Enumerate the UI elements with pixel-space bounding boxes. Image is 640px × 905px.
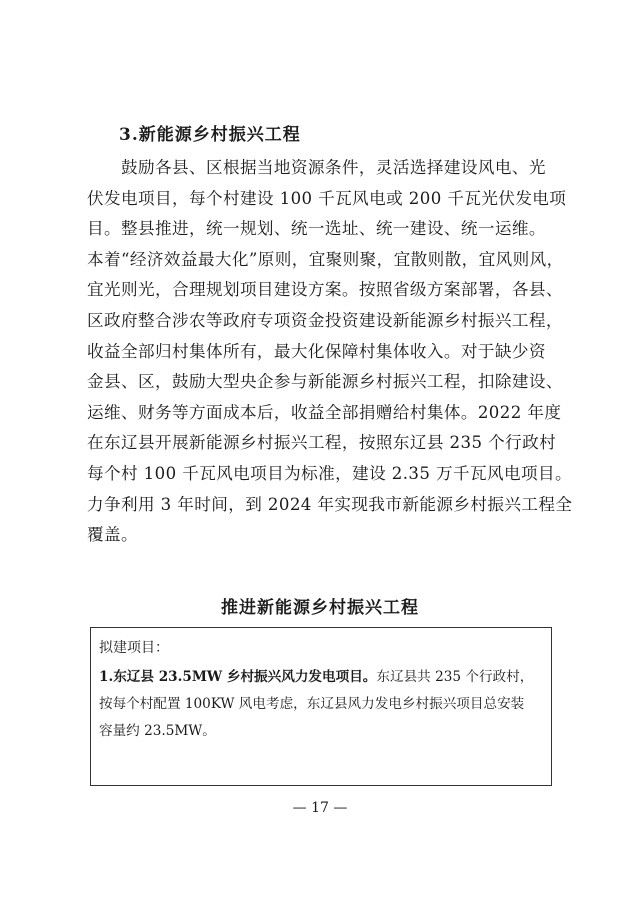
body-line: 运维、财务等方面成本后，收益全部捐赠给村集体。2022 年度 [87, 402, 562, 422]
body-line: 区政府整合涉农等政府专项资金投资建设新能源乡村振兴工程， [87, 310, 563, 330]
box-label: 拟建项目： [99, 640, 169, 656]
body-line: 收益全部归村集体所有，最大化保障村集体收入。对于缺少资 [87, 341, 546, 361]
section-heading: 3.新能源乡村振兴工程 [119, 125, 301, 145]
body-line: 目。整县推进，统一规划、统一选址、统一建设、统一运维。 [87, 219, 546, 239]
body-line: 力争利用 3 年时间，到 2024 年实现我市新能源乡村振兴工程全 [87, 494, 573, 514]
project-line: 按每个村配置 100KW 风电考虑，东辽县风力发电乡村振兴项目总安装 [99, 696, 525, 712]
body-line: 每个村 100 千瓦风电项目为标准，建设 2.35 万千瓦风电项目。 [87, 463, 572, 483]
project-description [99, 664, 545, 745]
body-line: 宜光则光，合理规划项目建设方案。按照省级方案部署，各县、 [87, 280, 563, 300]
project-box [90, 627, 552, 786]
body-line: 鼓励各县、区根据当地资源条件，灵活选择建设风电、光 [87, 158, 546, 177]
project-title: 1.东辽县 23.5MW 乡村振兴风力发电项目。 [99, 669, 377, 685]
body-line: 在东辽县开展新能源乡村振兴工程，按照东辽县 235 个行政村 [87, 433, 557, 453]
section-body [87, 153, 573, 551]
body-line: 覆盖。 [87, 525, 138, 545]
project-line [99, 664, 545, 691]
body-line: 金县、区，鼓励大型央企参与新能源乡村振兴工程，扣除建设、 [87, 372, 563, 392]
body-line: 本着“经济效益最大化”原则，宜聚则聚，宜散则散，宜风则风， [87, 249, 564, 269]
page-number: — 17 — [292, 800, 348, 816]
project-line: 容量约 23.5MW。 [99, 723, 216, 739]
box-title: 推进新能源乡村振兴工程 [221, 598, 419, 618]
project-line-text: 东辽县共 235 个行政村， [376, 669, 534, 685]
body-line: 伏发电项目，每个村建设 100 千瓦风电或 200 千瓦光伏发电项 [87, 188, 567, 208]
